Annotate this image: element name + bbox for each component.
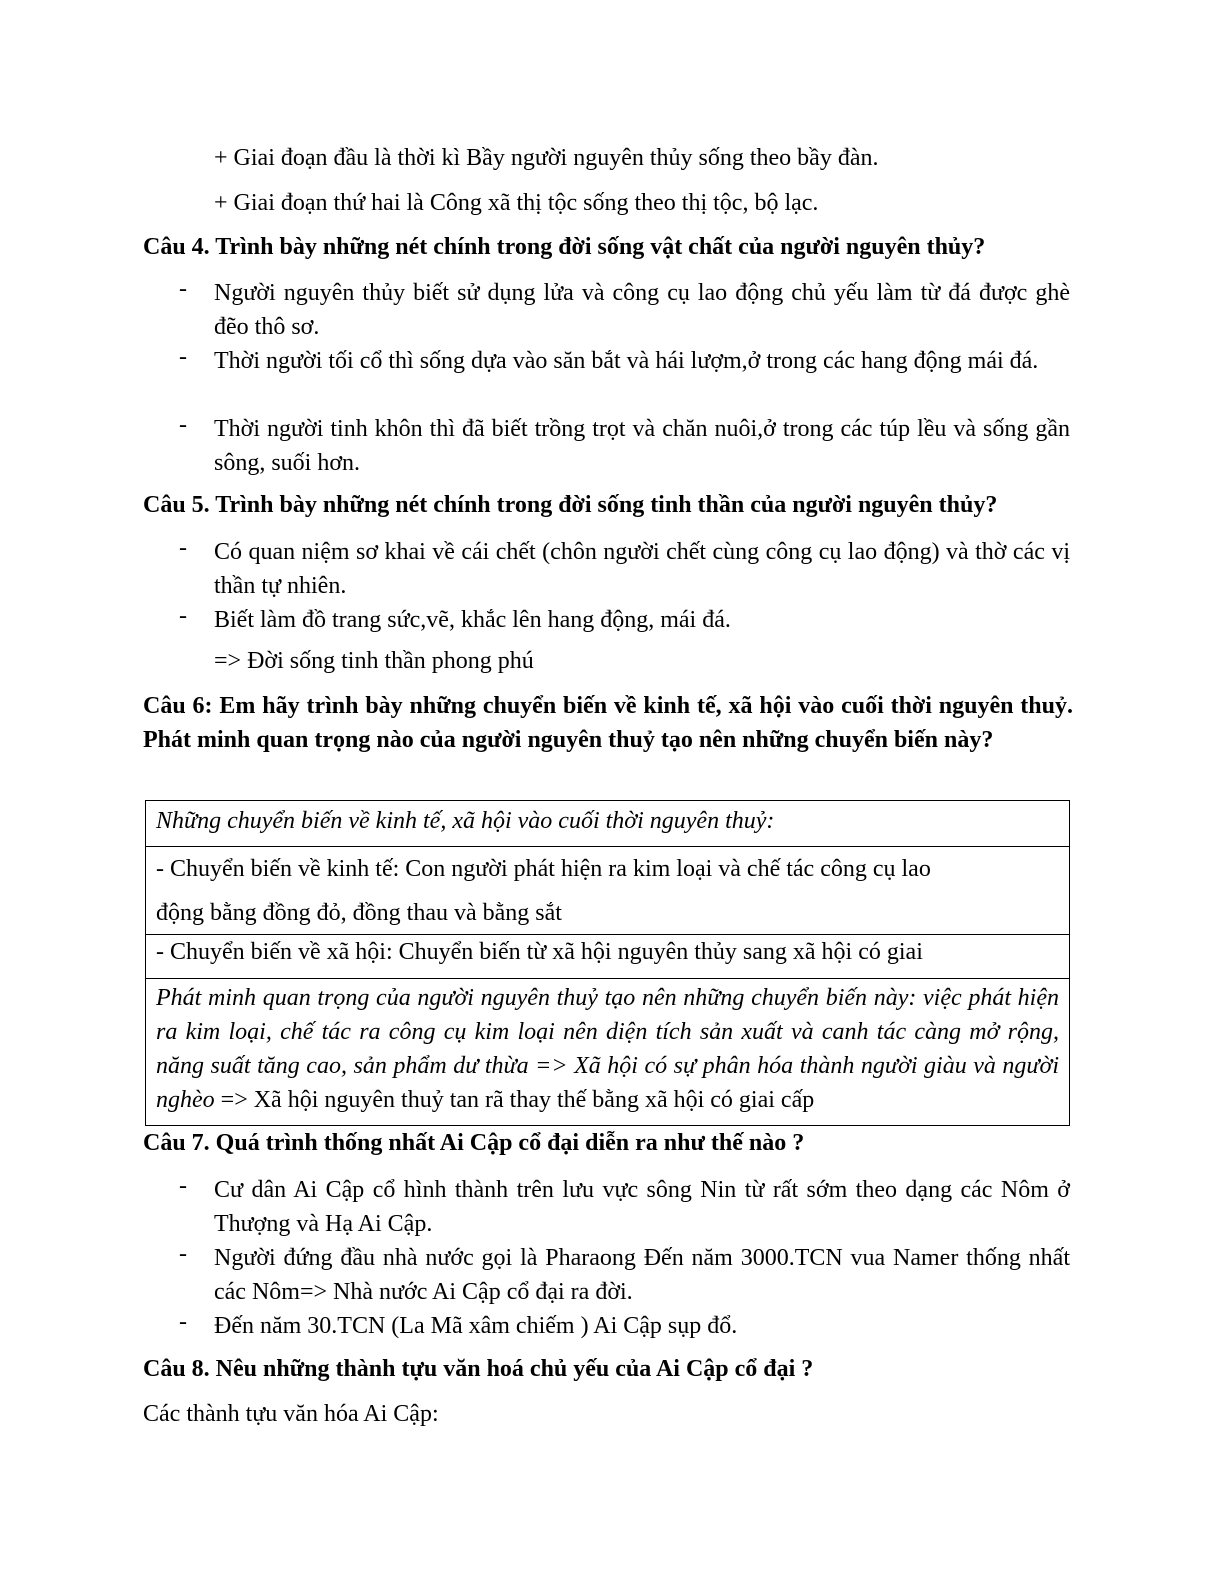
bullet-marker: - (179, 1173, 187, 1199)
bullet-marker: - (179, 535, 187, 561)
economic-change-line-1: - Chuyển biến về kinh tế: Con người phát hiện ra kim loại và chế tác công cụ lao (156, 856, 931, 882)
q4-item-1: Người nguyên thủy biết sử dụng lửa và công cụ lao động chủ yếu làm từ đá được ghè đẽo thô sơ. (214, 280, 1070, 340)
question-4-heading: Câu 4. Trình bày những nét chính trong đời sống vật chất của người nguyên thủy? (143, 234, 986, 260)
bullet-marker: - (179, 344, 187, 370)
table-row-social-change: - Chuyển biến về xã hội: Chuyển biến từ xã hội nguyên thủy sang xã hội có giai (146, 935, 1069, 979)
q5-item-1: Có quan niệm sơ khai về cái chết (chôn người chết cùng công cụ lao động) và thờ các vị thần tự nhiên. (214, 539, 1070, 599)
q7-item-3: Đến năm 30.TCN (La Mã xâm chiếm ) Ai Cập sụp đổ. (214, 1313, 738, 1339)
bullet-marker: - (179, 603, 187, 629)
q7-item-1: Cư dân Ai Cập cổ hình thành trên lưu vực sông Nin từ rất sớm theo dạng các Nôm ở Thượng và Hạ Ai Cập. (214, 1177, 1070, 1237)
q8-intro: Các thành tựu văn hóa Ai Cập: (143, 1401, 439, 1427)
q4-item-3: Thời người tinh khôn thì đã biết trồng trọt và chăn nuôi,ở trong các túp lều và sống gần sông, suối hơn. (214, 416, 1070, 476)
question-7-heading: Câu 7. Quá trình thống nhất Ai Cập cổ đại diễn ra như thế nào ? (143, 1130, 805, 1156)
q7-item-2: Người đứng đầu nhà nước gọi là Pharaong Đến năm 3000.TCN vua Namer thống nhất các Nôm=> Nhà nước Ai Cập cổ đại ra đời. (214, 1245, 1070, 1305)
bullet-marker: - (179, 1309, 187, 1335)
bullet-marker: - (179, 276, 187, 302)
q5-item-2: Biết làm đồ trang sức,vẽ, khắc lên hang động, mái đá. (214, 607, 731, 633)
question-8-heading: Câu 8. Nêu những thành tựu văn hoá chủ yếu của Ai Cập cổ đại ? (143, 1356, 814, 1382)
q4-item-2: Thời người tối cổ thì sống dựa vào săn bắt và hái lượm,ở trong các hang động mái đá. (214, 348, 1039, 374)
table-row-economic-change (146, 847, 1069, 935)
economic-change-line-2: động bằng đồng đỏ, đồng thau và bằng sắt (156, 900, 562, 926)
question-5-heading: Câu 5. Trình bày những nét chính trong đời sống tinh thần của người nguyên thủy? (143, 492, 998, 518)
table-row-economic-social-heading: Những chuyển biến về kinh tế, xã hội vào cuối thời nguyên thuỷ: (146, 801, 1069, 847)
stage-one-line: + Giai đoạn đầu là thời kì Bầy người nguyên thủy sống theo bầy đàn. (214, 145, 879, 171)
answer-table (145, 800, 1070, 1126)
q5-conclusion: => Đời sống tinh thần phong phú (214, 648, 534, 674)
bullet-marker: - (179, 1241, 187, 1267)
bullet-marker: - (179, 412, 187, 438)
invention-normal-text: => Xã hội nguyên thuỷ tan rã thay thế bằng xã hội có giai cấp (214, 1087, 815, 1113)
question-6-heading: Câu 6: Em hãy trình bày những chuyển biến về kinh tế, xã hội vào cuối thời nguyên thuỷ. Phát minh quan trọng nào của người nguyên thuỷ tạo nên những chuyển biến này? (143, 693, 1073, 753)
table-row-invention (146, 979, 1069, 1125)
stage-two-line: + Giai đoạn thứ hai là Công xã thị tộc sống theo thị tộc, bộ lạc. (214, 190, 819, 216)
invention-italic-text: Phát minh quan trọng của người nguyên thuỷ tạo nên những chuyển biến này: việc phát hiện ra kim loại, chế tác ra công cụ kim loại nên diện tích sản xuất và canh tác càng mở rộng, năng suất tăng cao, sản phẩm dư thừa => Xã hội có sự phân hóa thành người giàu và người nghèo (156, 985, 1059, 1113)
